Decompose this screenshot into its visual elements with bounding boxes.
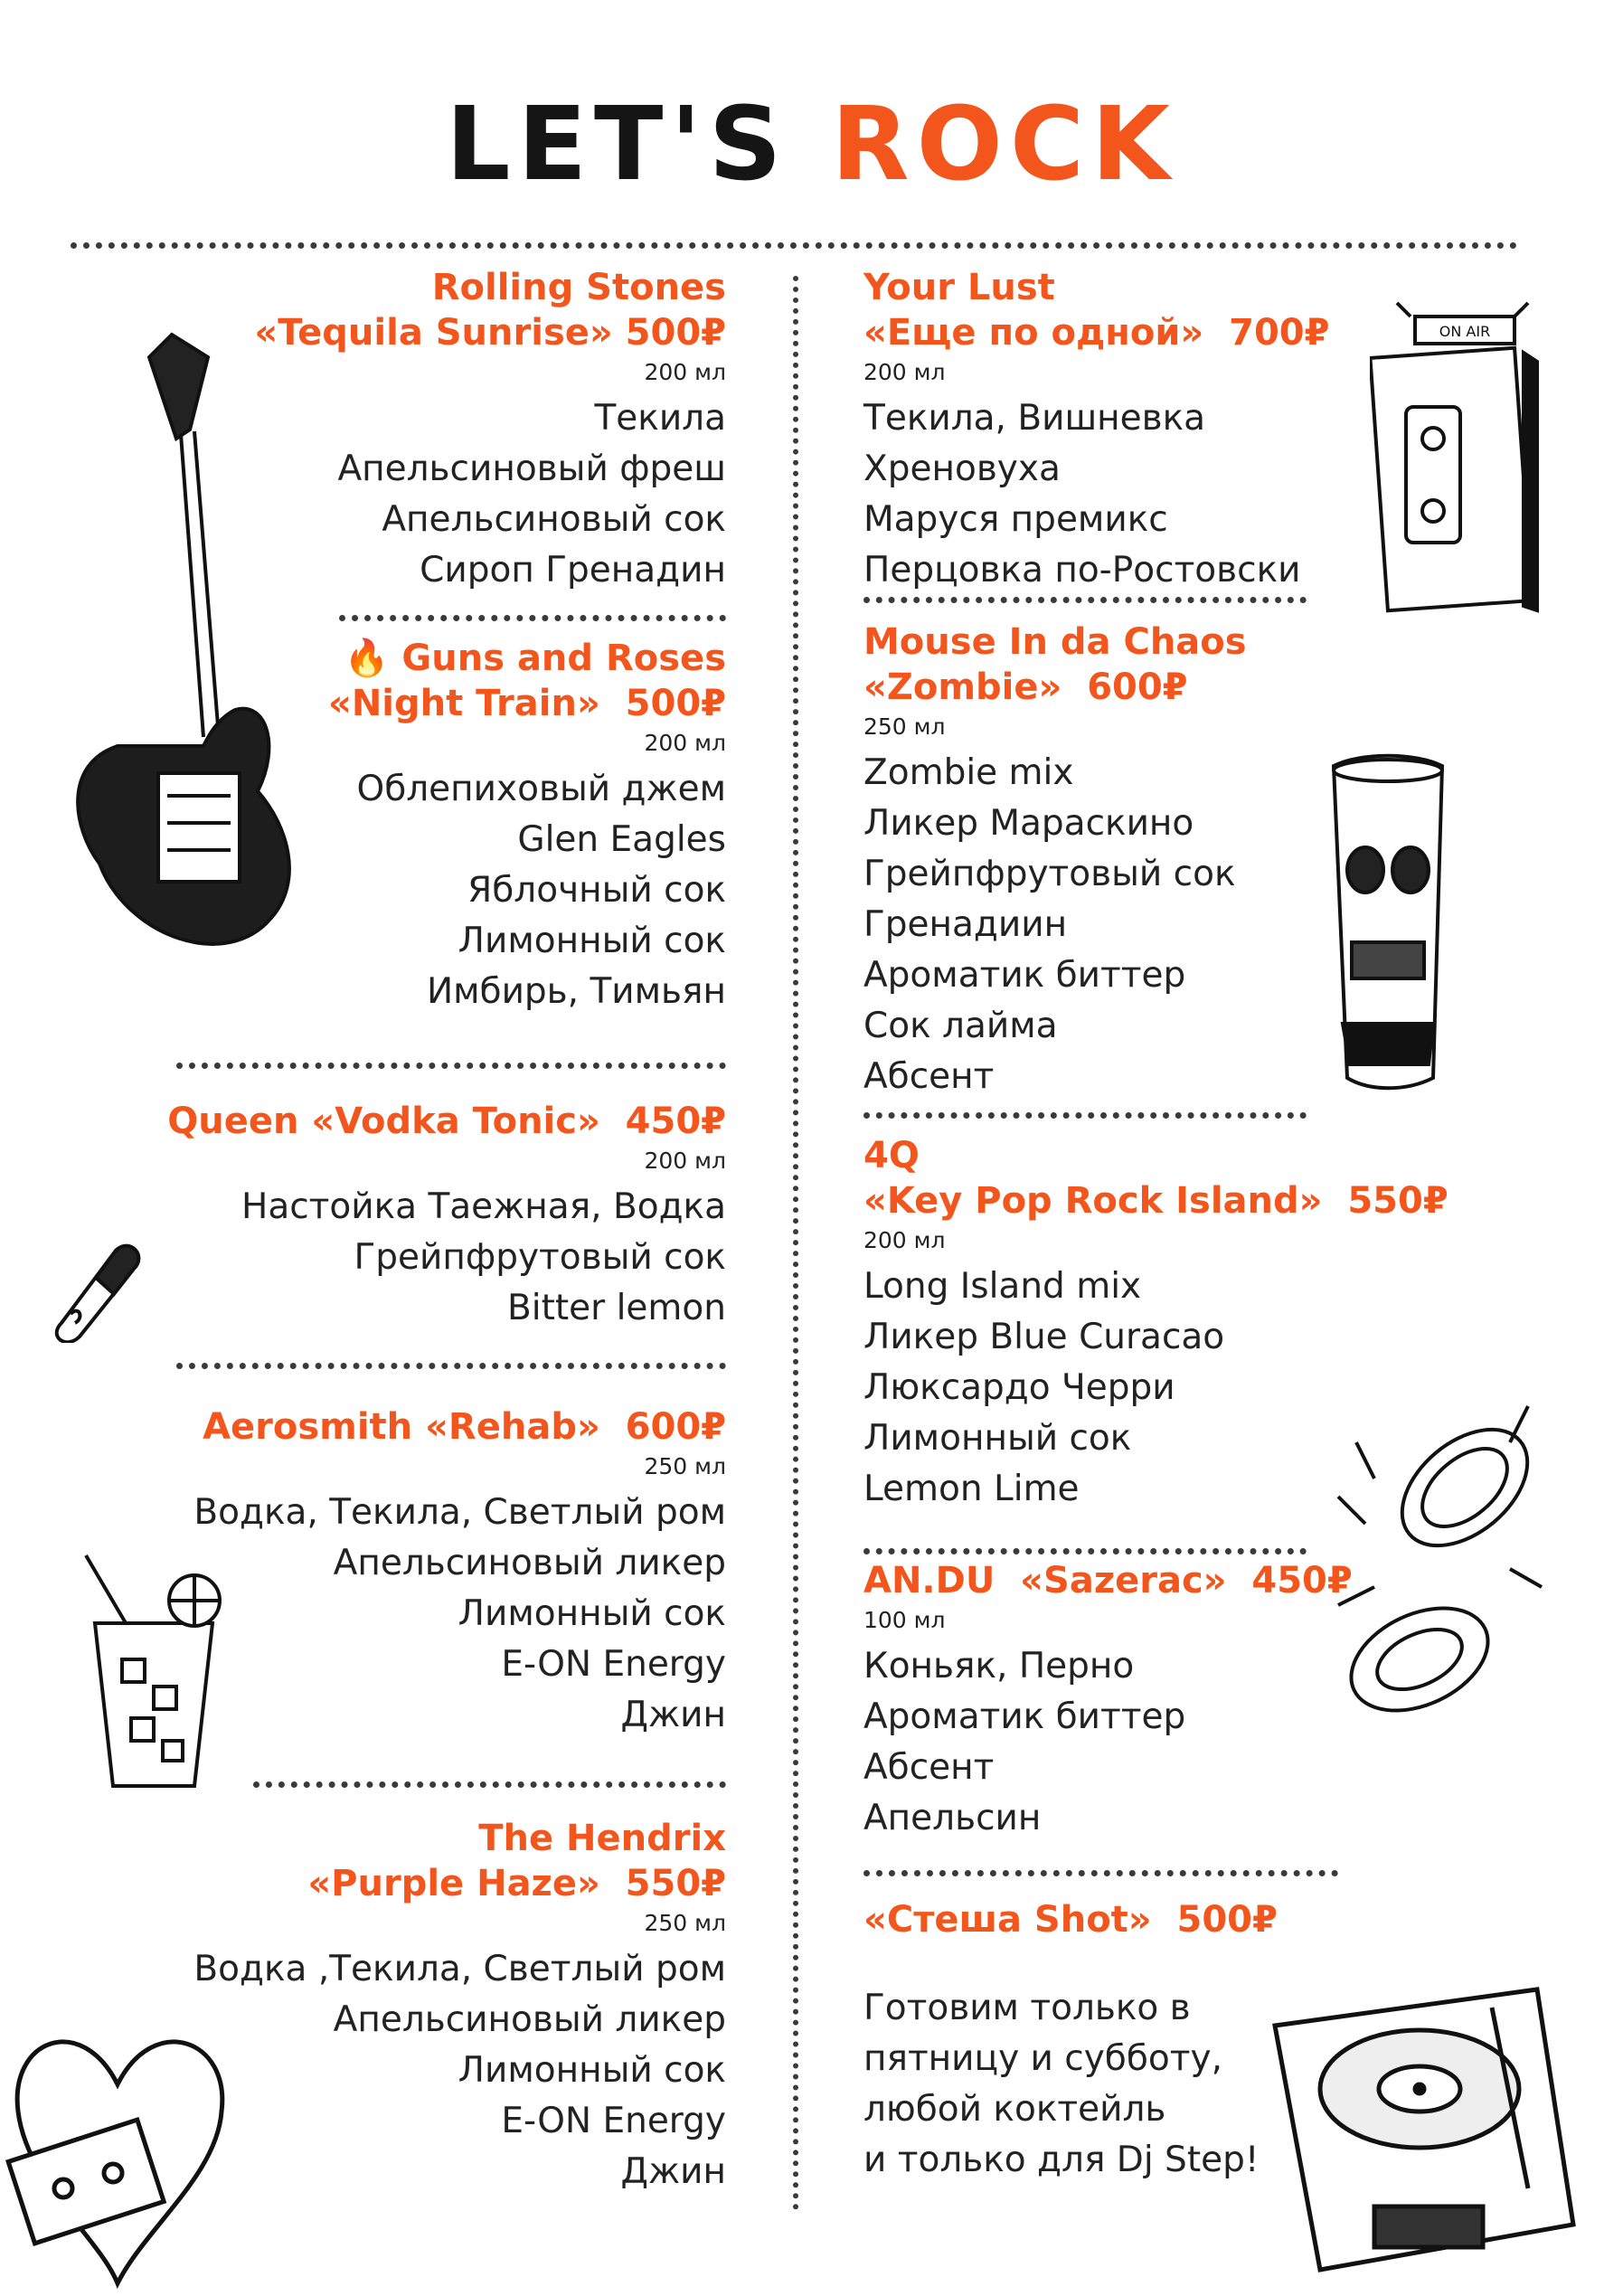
ingredient: Zombie mix: [863, 752, 1074, 793]
cocktail-title: «Night Train» 500₽: [327, 683, 726, 724]
ingredient: Коньяк, Перно: [863, 1646, 1135, 1687]
ingredient: Имбирь, Тимьян: [426, 971, 726, 1012]
ingredient: Glen Eagles: [517, 819, 726, 860]
band-name: Mouse In da Chaos: [863, 621, 1247, 663]
ingredient: E-ON Energy: [501, 1644, 726, 1685]
top-divider: [71, 242, 1517, 249]
cocktail-title: «Еще по одной» 700₽: [863, 312, 1330, 354]
divider: [863, 1548, 1307, 1554]
band-name: The Hendrix: [478, 1818, 726, 1859]
turntable-illustration: [1266, 1971, 1582, 2288]
divider: [176, 1063, 726, 1069]
ingredient: Настойка Таежная, Водка: [241, 1186, 726, 1227]
ingredient: Bitter lemon: [507, 1288, 726, 1328]
ingredient: Апельсиновый фреш: [337, 449, 726, 489]
divider: [863, 1870, 1338, 1876]
ingredient: Текила, Вишневка: [863, 398, 1206, 439]
note-line: Готовим только в: [863, 1988, 1191, 2028]
divider: [863, 597, 1307, 603]
ingredient: Абсент: [863, 1056, 995, 1097]
menu-item-vodka-tonic: [90, 1099, 726, 1334]
broken-record-illustration: [1329, 1388, 1551, 1732]
ingredient: Ароматик биттер: [863, 1696, 1186, 1737]
heart-cassette-illustration: [0, 2003, 235, 2296]
on-air-label: ON AIR: [1439, 323, 1491, 340]
ingredient: Ликер Blue Curacao: [863, 1317, 1225, 1357]
ingredient: Яблочный сок: [467, 870, 726, 911]
fire-icon: 🔥: [344, 638, 390, 679]
column-divider: [793, 276, 798, 2211]
cocktail-title: «Purple Haze» 550₽: [307, 1863, 726, 1904]
volume: 200 мл: [644, 1148, 726, 1174]
ingredient: Абсент: [863, 1747, 995, 1788]
guitar-illustration: [63, 321, 307, 977]
ingredient: Сироп Гренадин: [420, 550, 726, 591]
menu-item-eshche-po-odnoy: [863, 265, 1442, 596]
band-name: Rolling Stones: [431, 267, 726, 308]
tiki-glass-illustration: [1325, 752, 1451, 1096]
ingredient: Long Island mix: [863, 1266, 1142, 1307]
ingredient: Лимонный сок: [458, 1593, 726, 1634]
ingredient: Лимонный сок: [458, 2050, 726, 2091]
note-line: любой коктейль: [863, 2089, 1166, 2130]
ingredient: Маруся премикс: [863, 499, 1168, 540]
ingredient: Перцовка по-Ростовски: [863, 550, 1301, 591]
cocktail-title: «Key Pop Rock Island» 550₽: [863, 1180, 1448, 1222]
ingredient: Облепиховый джем: [356, 769, 726, 809]
ingredient: Сок лайма: [863, 1006, 1058, 1046]
ingredient: Гренадиин: [863, 904, 1068, 945]
ingredient: Грейпфрутовый сок: [354, 1237, 726, 1278]
ingredient: Лимонный сок: [458, 921, 726, 961]
divider: [253, 1781, 726, 1788]
title-rock: ROCK: [831, 86, 1177, 203]
cocktail-title: Aerosmith «Rehab» 600₽: [203, 1406, 726, 1448]
band-name: 🔥 Guns and Roses: [344, 638, 726, 679]
divider: [863, 1112, 1307, 1119]
band-name: Your Lust: [863, 267, 1055, 308]
divider: [176, 1363, 726, 1369]
volume: 100 мл: [863, 1607, 946, 1633]
ingredient: Ароматик биттер: [863, 955, 1186, 996]
volume: 250 мл: [644, 1910, 726, 1936]
ingredient: Водка ,Текила, Светлый ром: [193, 1949, 726, 1989]
cocktail-title: «Zombie» 600₽: [863, 666, 1188, 708]
note-line: пятницу и субботу,: [863, 2038, 1222, 2079]
ingredient: Апельсиновый ликер: [333, 1543, 726, 1583]
volume: 250 мл: [863, 713, 946, 740]
ingredient: Джин: [620, 1695, 726, 1735]
volume: 200 мл: [644, 359, 726, 385]
cocktail-title: «Tequila Sunrise» 500₽: [254, 312, 726, 354]
cassette-radio-illustration: [1370, 298, 1546, 619]
ingredient: Джин: [620, 2151, 726, 2192]
ingredient: Ликер Мараскино: [863, 803, 1194, 844]
ingredient: Хреновуха: [863, 449, 1061, 489]
cocktail-title: Queen «Vodka Tonic» 450₽: [167, 1101, 726, 1142]
ingredient: Апельсиновый ликер: [333, 1999, 726, 2040]
ingredient: Люксардо Черри: [863, 1367, 1175, 1408]
page-title: [0, 86, 1623, 203]
volume: 250 мл: [644, 1453, 726, 1479]
pill-illustration: [43, 1233, 145, 1343]
cocktail-title: «Стеша Shot» 500₽: [863, 1899, 1278, 1941]
volume: 200 мл: [863, 359, 946, 385]
ingredient: Водка, Текила, Светлый ром: [193, 1492, 726, 1533]
band-name: 4Q: [863, 1135, 920, 1176]
volume: 200 мл: [644, 730, 726, 756]
ingredient: Апельсиновый сок: [382, 499, 726, 540]
note-line: и только для Dj Step!: [863, 2140, 1260, 2180]
title-lets: LET'S: [446, 86, 789, 203]
volume: 200 мл: [863, 1227, 946, 1253]
ingredient: Текила: [594, 398, 726, 439]
ingredient: Лимонный сок: [863, 1418, 1132, 1459]
ingredient: Грейпфрутовый сок: [863, 854, 1236, 894]
cocktail-title: AN.DU «Sazerac» 450₽: [863, 1560, 1353, 1602]
divider: [339, 615, 726, 621]
cocktail-glass-illustration: [77, 1551, 235, 1795]
ingredient: E-ON Energy: [501, 2101, 726, 2141]
ingredient: Апельсин: [863, 1798, 1042, 1838]
ingredient: Lemon Lime: [863, 1469, 1080, 1509]
